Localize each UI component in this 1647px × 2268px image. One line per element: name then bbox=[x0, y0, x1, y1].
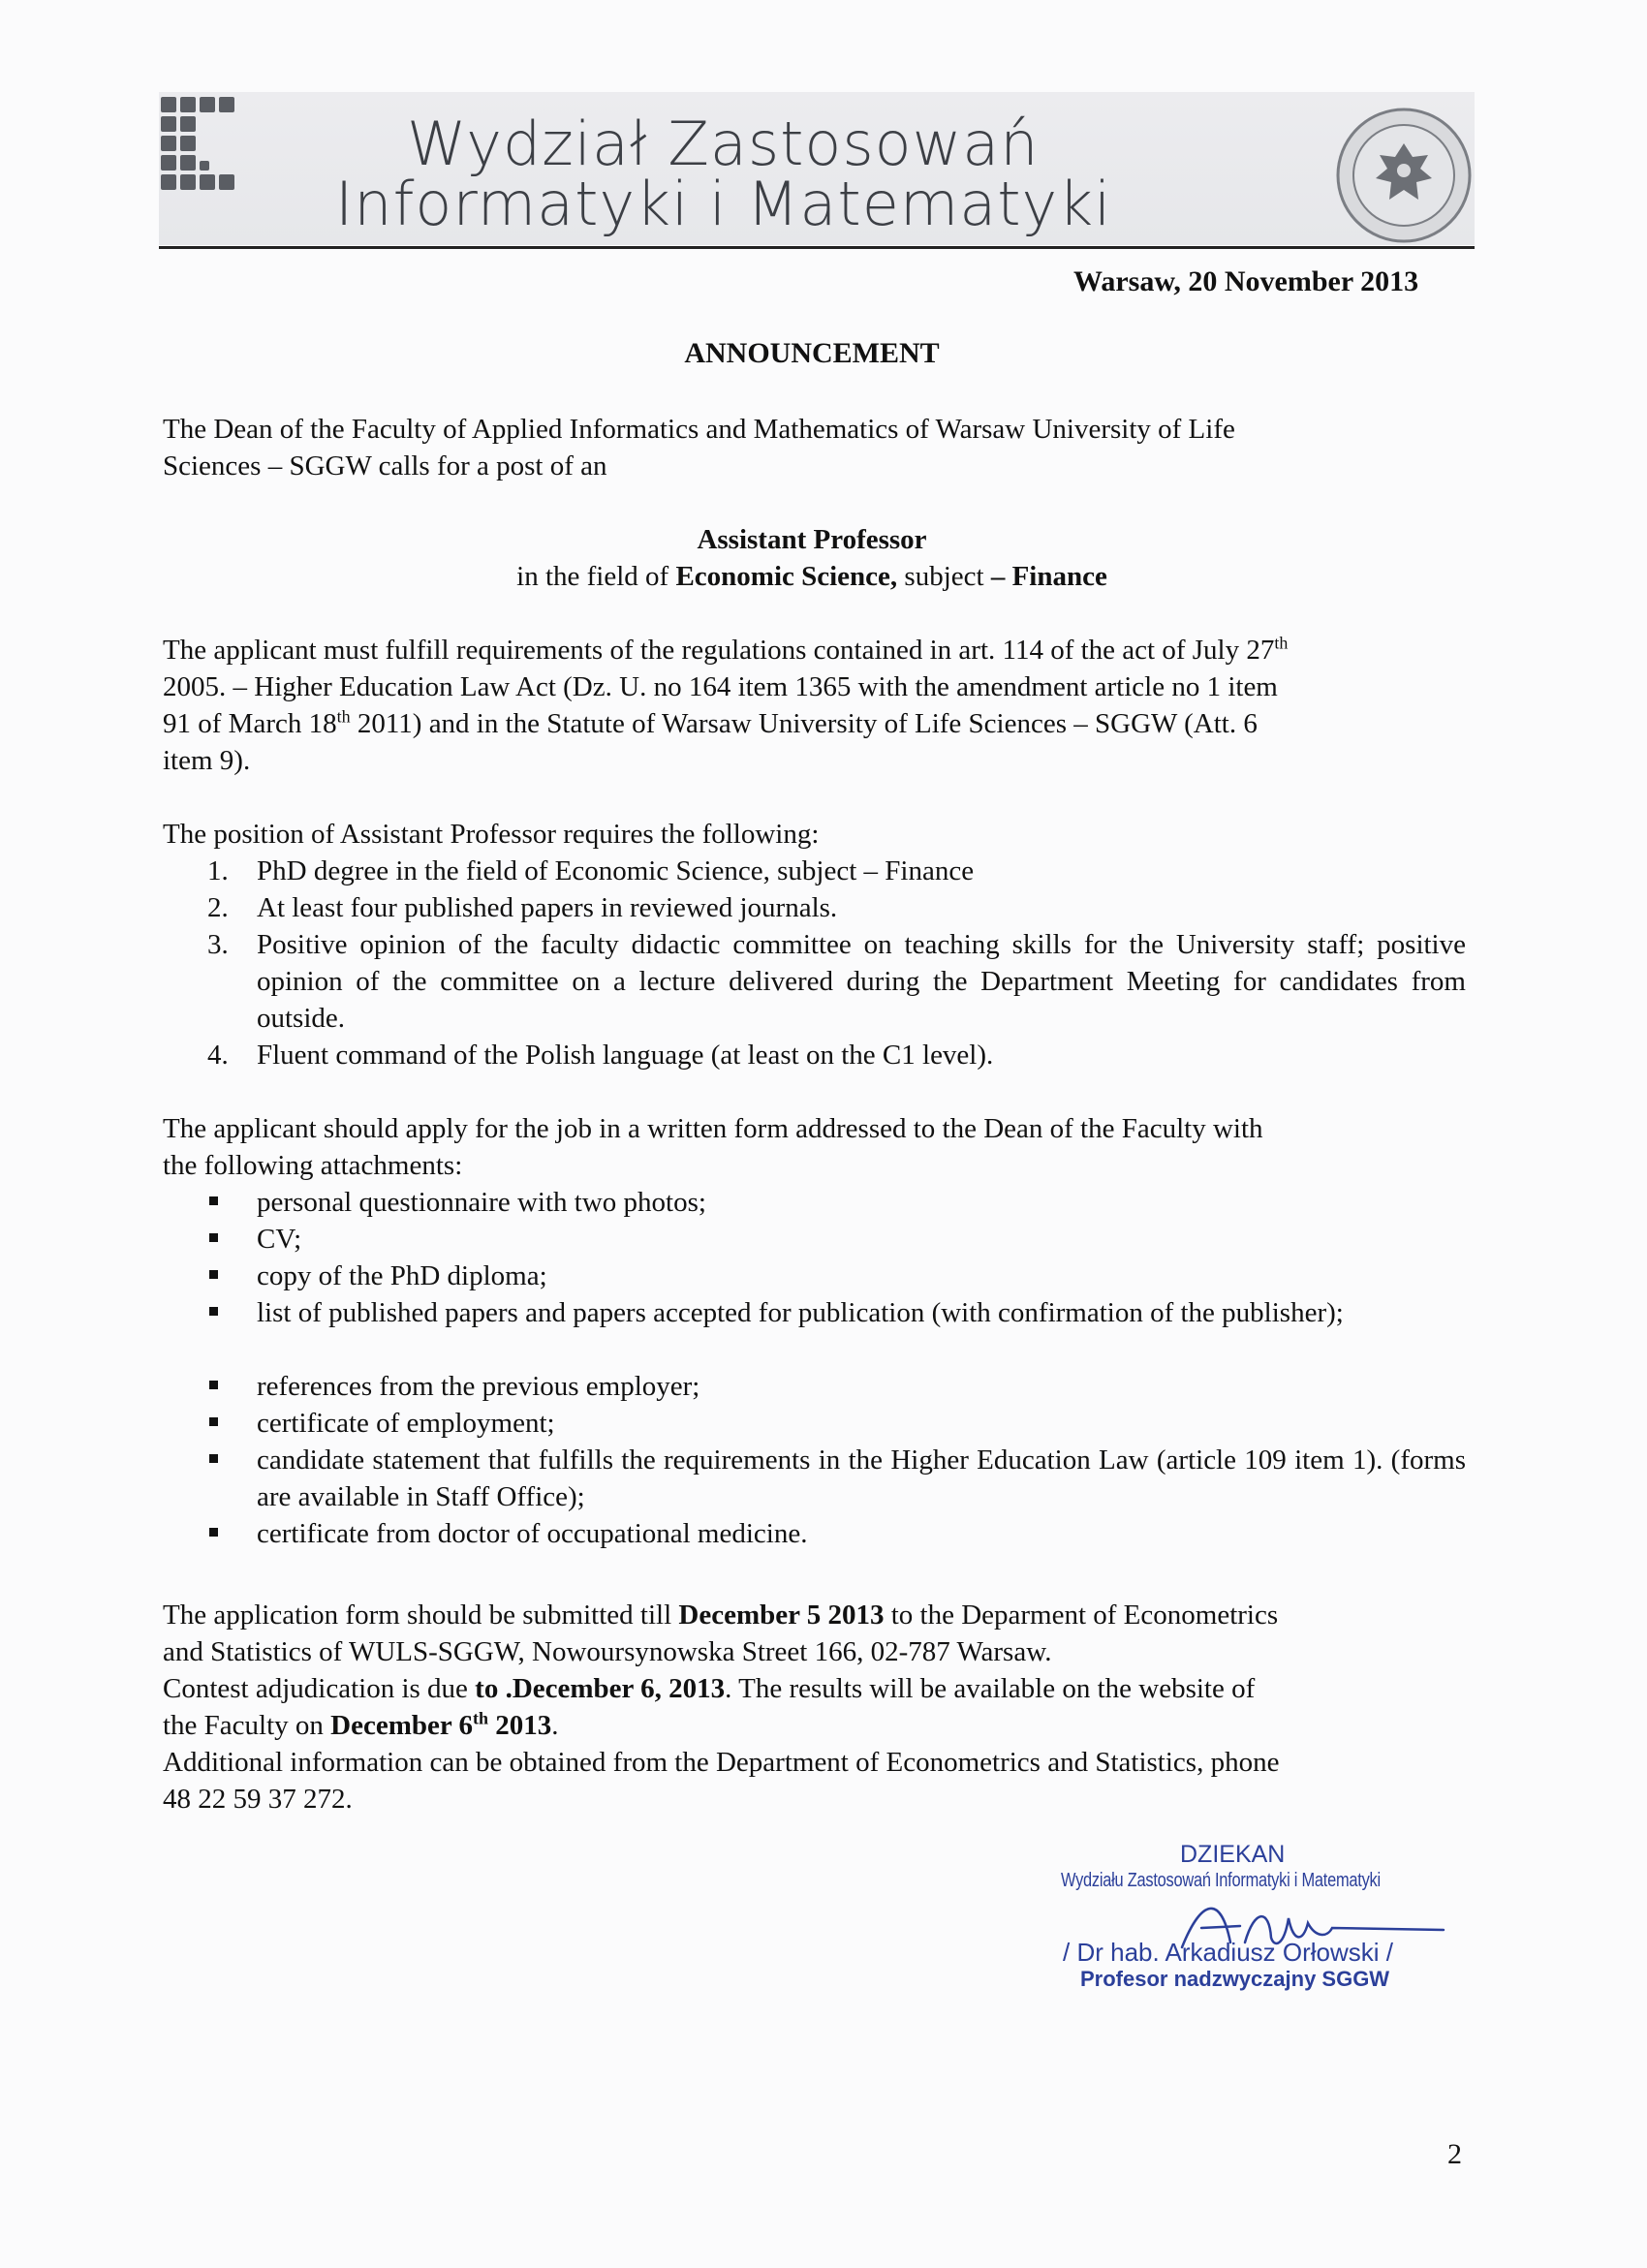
list-item: At least four published papers in reviewed journals. bbox=[257, 892, 838, 923]
requirements-line-1: The applicant must fulfill requirements of the regulations contained in art. 114 of the act of July 27th bbox=[163, 633, 1289, 666]
university-seal-icon bbox=[1335, 107, 1473, 244]
requirements-line-4: item 9). bbox=[163, 745, 251, 776]
attachment-item: references from the previous employer; bbox=[257, 1371, 700, 1402]
deadline-line-2: and Statistics of WULS-SGGW, Nowoursynowska Street 166, 02-787 Warsaw. bbox=[163, 1636, 1052, 1667]
bullet-icon bbox=[209, 1307, 218, 1316]
bullet-icon bbox=[209, 1196, 218, 1205]
contact-line-1: Additional information can be obtained from the Department of Econometrics and Statistics, phone bbox=[163, 1747, 1280, 1778]
attachment-item: candidate statement that fulfills the requirements in the Higher Education Law (article 109 item 1). (forms are available in Staff Office); bbox=[257, 1445, 1466, 1512]
list-item-number: 4. bbox=[207, 1040, 229, 1071]
requirements-line-2: 2005. – Higher Education Law Act (Dz. U. no 164 item 1365 with the amendment article no 1 item bbox=[163, 671, 1278, 702]
header-divider bbox=[159, 246, 1475, 249]
requirements-line-3: 91 of March 18th 2011) and in the Statute of Warsaw University of Life Sciences – SGGW (Att. 6 bbox=[163, 706, 1258, 739]
stamp-title: DZIEKAN bbox=[1180, 1841, 1286, 1868]
attachment-item: copy of the PhD diploma; bbox=[257, 1260, 547, 1291]
bullet-icon bbox=[209, 1381, 218, 1389]
apply-intro-line-2: the following attachments: bbox=[163, 1150, 463, 1181]
stamp-role: Profesor nadzwyczajny SGGW bbox=[1080, 1967, 1390, 1991]
list-item-number: 2. bbox=[207, 892, 229, 923]
document-date: Warsaw, 20 November 2013 bbox=[1073, 265, 1419, 297]
deadline-line-3: Contest adjudication is due to .December 6, 2013. The results will be available on the website of bbox=[163, 1673, 1256, 1704]
list-item-number: 3. bbox=[207, 929, 229, 960]
contact-line-2: 48 22 59 37 272. bbox=[163, 1784, 353, 1815]
document-title: ANNOUNCEMENT bbox=[684, 337, 940, 369]
attachment-item: certificate from doctor of occupational medicine. bbox=[257, 1518, 808, 1549]
page-number: 2 bbox=[1447, 2138, 1462, 2170]
bullet-icon bbox=[209, 1454, 218, 1463]
list-item: PhD degree in the field of Economic Science, subject – Finance bbox=[257, 855, 975, 886]
attachment-item: list of published papers and papers accepted for publication (with confirmation of the publisher); bbox=[257, 1297, 1344, 1328]
faculty-name-line2: Informatyki i Matematyki bbox=[335, 169, 1112, 239]
bullet-icon bbox=[209, 1233, 218, 1242]
attachment-item: certificate of employment; bbox=[257, 1408, 555, 1439]
faculty-name-line1: Wydział Zastosowań bbox=[407, 109, 1040, 179]
attachment-item: CV; bbox=[257, 1224, 302, 1255]
faculty-logo-icon bbox=[161, 97, 277, 234]
deadline-line-1: The application form should be submitted till December 5 2013 to the Deparment of Econometrics bbox=[163, 1600, 1279, 1631]
list-item: Positive opinion of the faculty didactic committee on teaching skills for the University staff; positive opinion of the committee on a lecture delivered during the Department Meeting for candidates from outside. bbox=[257, 929, 1466, 1034]
intro-line-1: The Dean of the Faculty of Applied Informatics and Mathematics of Warsaw University of Life bbox=[163, 414, 1235, 445]
list-item: Fluent command of the Polish language (at least on the C1 level). bbox=[257, 1040, 994, 1071]
list-item-number: 1. bbox=[207, 855, 229, 886]
intro-line-2: Sciences – SGGW calls for a post of an bbox=[163, 450, 607, 482]
deadline-line-4: the Faculty on December 6th 2013. bbox=[163, 1708, 559, 1741]
bullet-icon bbox=[209, 1417, 218, 1426]
bullet-icon bbox=[209, 1528, 218, 1537]
requires-intro: The position of Assistant Professor requires the following: bbox=[163, 819, 820, 850]
position-field: in the field of Economic Science, subject – Finance bbox=[516, 561, 1107, 592]
position-title: Assistant Professor bbox=[697, 524, 927, 555]
apply-intro-line-1: The applicant should apply for the job in a written form addressed to the Dean of the Faculty with bbox=[163, 1113, 1263, 1144]
stamp-name: / Dr hab. Arkadiusz Orłowski / bbox=[1063, 1938, 1393, 1967]
attachment-item: personal questionnaire with two photos; bbox=[257, 1187, 706, 1218]
bullet-icon bbox=[209, 1270, 218, 1279]
stamp-faculty: Wydziału Zastosowań Informatyki i Matematyki bbox=[1061, 1870, 1381, 1891]
